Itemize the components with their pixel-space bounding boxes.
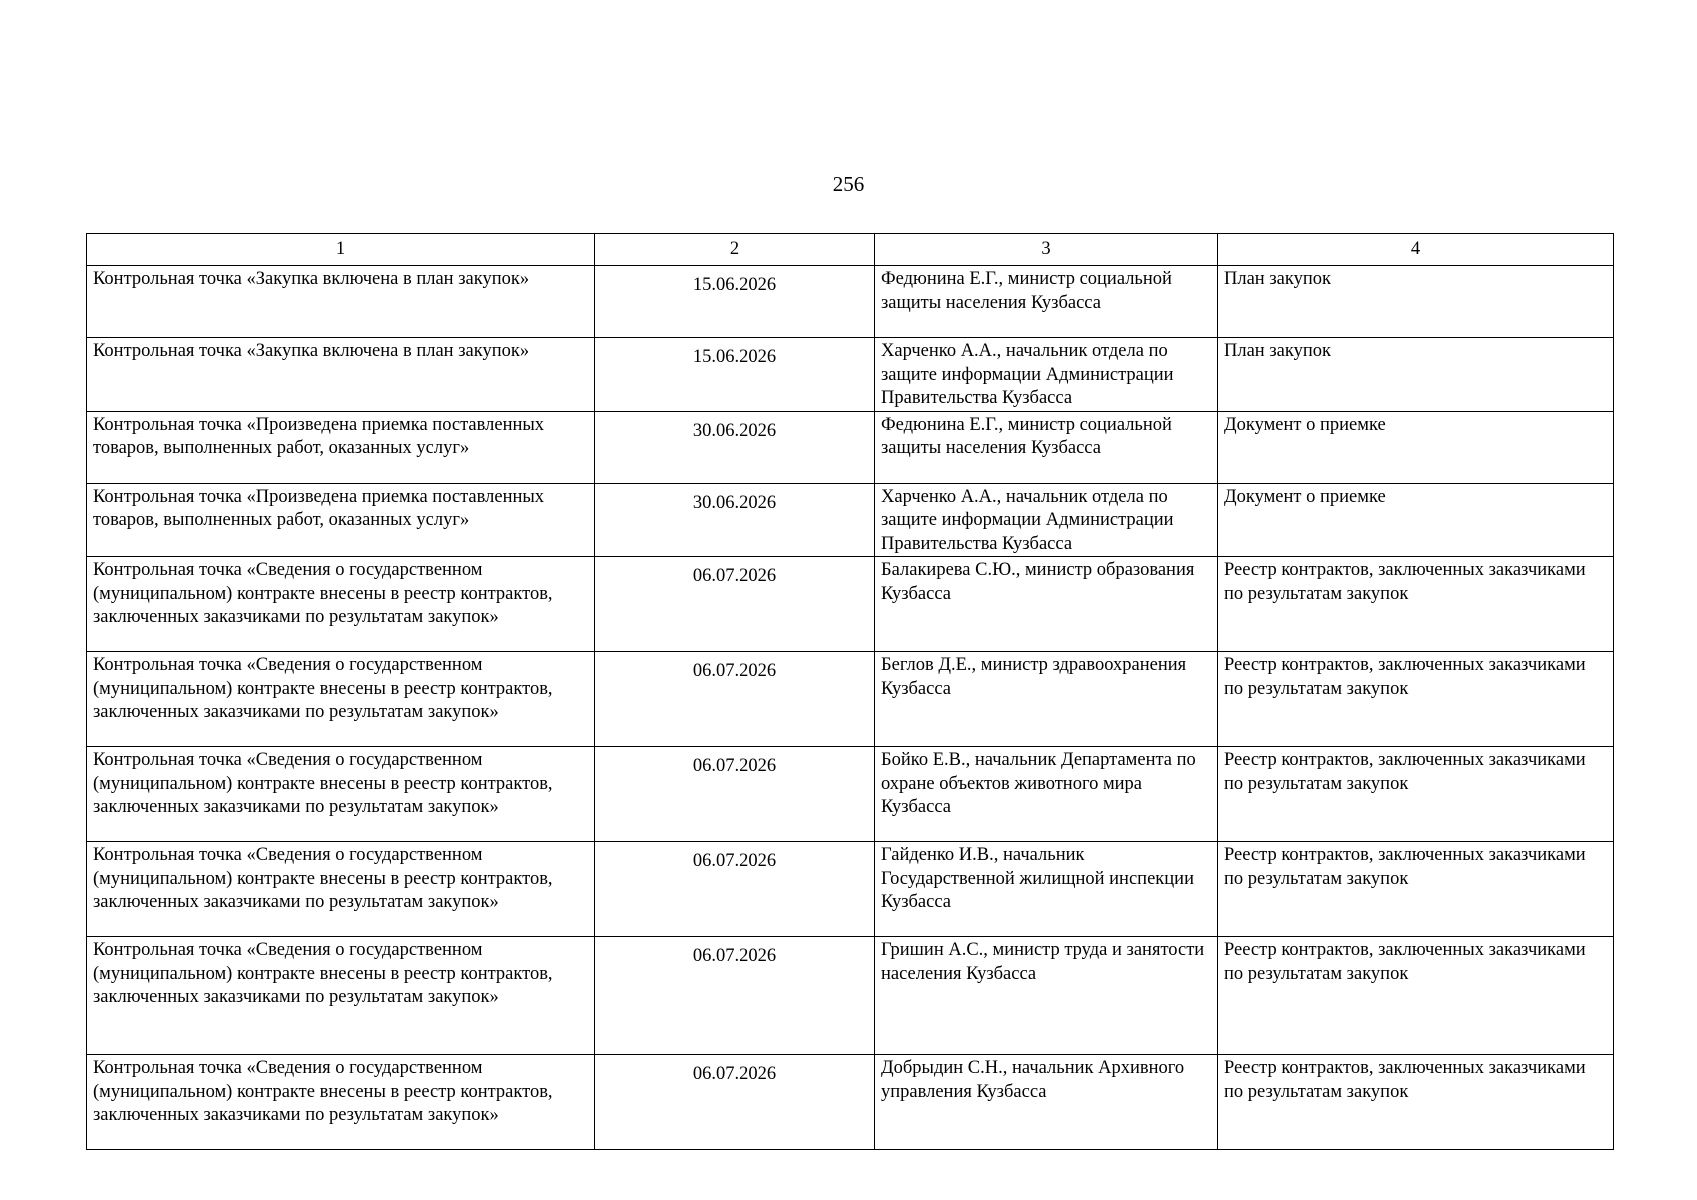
responsible-cell: Гришин А.С., министр труда и занятости населения Кузбасса (875, 937, 1218, 1055)
control-point-cell: Контрольная точка «Произведена приемка поставленных товаров, выполненных работ, оказанных услуг» (87, 411, 595, 483)
control-points-table (86, 233, 1614, 1150)
document-cell: Реестр контрактов, заключенных заказчиками по результатам закупок (1218, 652, 1614, 747)
date-cell: 15.06.2026 (595, 338, 875, 412)
table-header-row (87, 234, 1614, 266)
table-row (87, 338, 1614, 412)
document-cell: Реестр контрактов, заключенных заказчиками по результатам закупок (1218, 937, 1614, 1055)
control-point-cell: Контрольная точка «Сведения о государственном (муниципальном) контракте внесены в реестр контрактов, заключенных заказчиками по результатам закупок» (87, 1055, 595, 1150)
document-cell: Документ о приемке (1218, 483, 1614, 557)
column-header-1: 1 (87, 234, 595, 266)
date-cell: 06.07.2026 (595, 937, 875, 1055)
responsible-cell: Бойко Е.В., начальник Департамента по охране объектов животного мира Кузбасса (875, 747, 1218, 842)
control-point-cell: Контрольная точка «Закупка включена в план закупок» (87, 266, 595, 338)
document-cell: План закупок (1218, 338, 1614, 412)
table-row (87, 411, 1614, 483)
control-point-cell: Контрольная точка «Произведена приемка поставленных товаров, выполненных работ, оказанных услуг» (87, 483, 595, 557)
document-cell: Реестр контрактов, заключенных заказчиками по результатам закупок (1218, 557, 1614, 652)
control-point-cell: Контрольная точка «Сведения о государственном (муниципальном) контракте внесены в реестр контрактов, заключенных заказчиками по результатам закупок» (87, 652, 595, 747)
responsible-cell: Харченко А.А., начальник отдела по защите информации Администрации Правительства Кузбасса (875, 483, 1218, 557)
responsible-cell: Харченко А.А., начальник отдела по защите информации Администрации Правительства Кузбасса (875, 338, 1218, 412)
control-point-cell: Контрольная точка «Сведения о государственном (муниципальном) контракте внесены в реестр контрактов, заключенных заказчиками по результатам закупок» (87, 937, 595, 1055)
document-cell: Реестр контрактов, заключенных заказчиками по результатам закупок (1218, 747, 1614, 842)
control-point-cell: Контрольная точка «Закупка включена в план закупок» (87, 338, 595, 412)
responsible-cell: Добрыдин С.Н., начальник Архивного управления Кузбасса (875, 1055, 1218, 1150)
date-cell: 06.07.2026 (595, 842, 875, 937)
column-header-2: 2 (595, 234, 875, 266)
date-cell: 06.07.2026 (595, 1055, 875, 1150)
responsible-cell: Балакирева С.Ю., министр образования Кузбасса (875, 557, 1218, 652)
table-row (87, 652, 1614, 747)
responsible-cell: Беглов Д.Е., министр здравоохранения Кузбасса (875, 652, 1218, 747)
column-header-4: 4 (1218, 234, 1614, 266)
document-cell: Реестр контрактов, заключенных заказчиками по результатам закупок (1218, 1055, 1614, 1150)
table-row (87, 842, 1614, 937)
date-cell: 30.06.2026 (595, 411, 875, 483)
table-row (87, 747, 1614, 842)
date-cell: 06.07.2026 (595, 747, 875, 842)
table-row (87, 1055, 1614, 1150)
document-cell: Реестр контрактов, заключенных заказчиками по результатам закупок (1218, 842, 1614, 937)
date-cell: 30.06.2026 (595, 483, 875, 557)
control-point-cell: Контрольная точка «Сведения о государственном (муниципальном) контракте внесены в реестр контрактов, заключенных заказчиками по результатам закупок» (87, 842, 595, 937)
responsible-cell: Гайденко И.В., начальник Государственной жилищной инспекции Кузбасса (875, 842, 1218, 937)
date-cell: 15.06.2026 (595, 266, 875, 338)
control-point-cell: Контрольная точка «Сведения о государственном (муниципальном) контракте внесены в реестр контрактов, заключенных заказчиками по результатам закупок» (87, 747, 595, 842)
control-point-cell: Контрольная точка «Сведения о государственном (муниципальном) контракте внесены в реестр контрактов, заключенных заказчиками по результатам закупок» (87, 557, 595, 652)
table-row (87, 483, 1614, 557)
table-row (87, 557, 1614, 652)
column-header-3: 3 (875, 234, 1218, 266)
responsible-cell: Федюнина Е.Г., министр социальной защиты населения Кузбасса (875, 411, 1218, 483)
date-cell: 06.07.2026 (595, 652, 875, 747)
table-row (87, 266, 1614, 338)
responsible-cell: Федюнина Е.Г., министр социальной защиты населения Кузбасса (875, 266, 1218, 338)
date-cell: 06.07.2026 (595, 557, 875, 652)
table-row (87, 937, 1614, 1055)
document-cell: Документ о приемке (1218, 411, 1614, 483)
document-cell: План закупок (1218, 266, 1614, 338)
page-number: 256 (832, 172, 865, 196)
